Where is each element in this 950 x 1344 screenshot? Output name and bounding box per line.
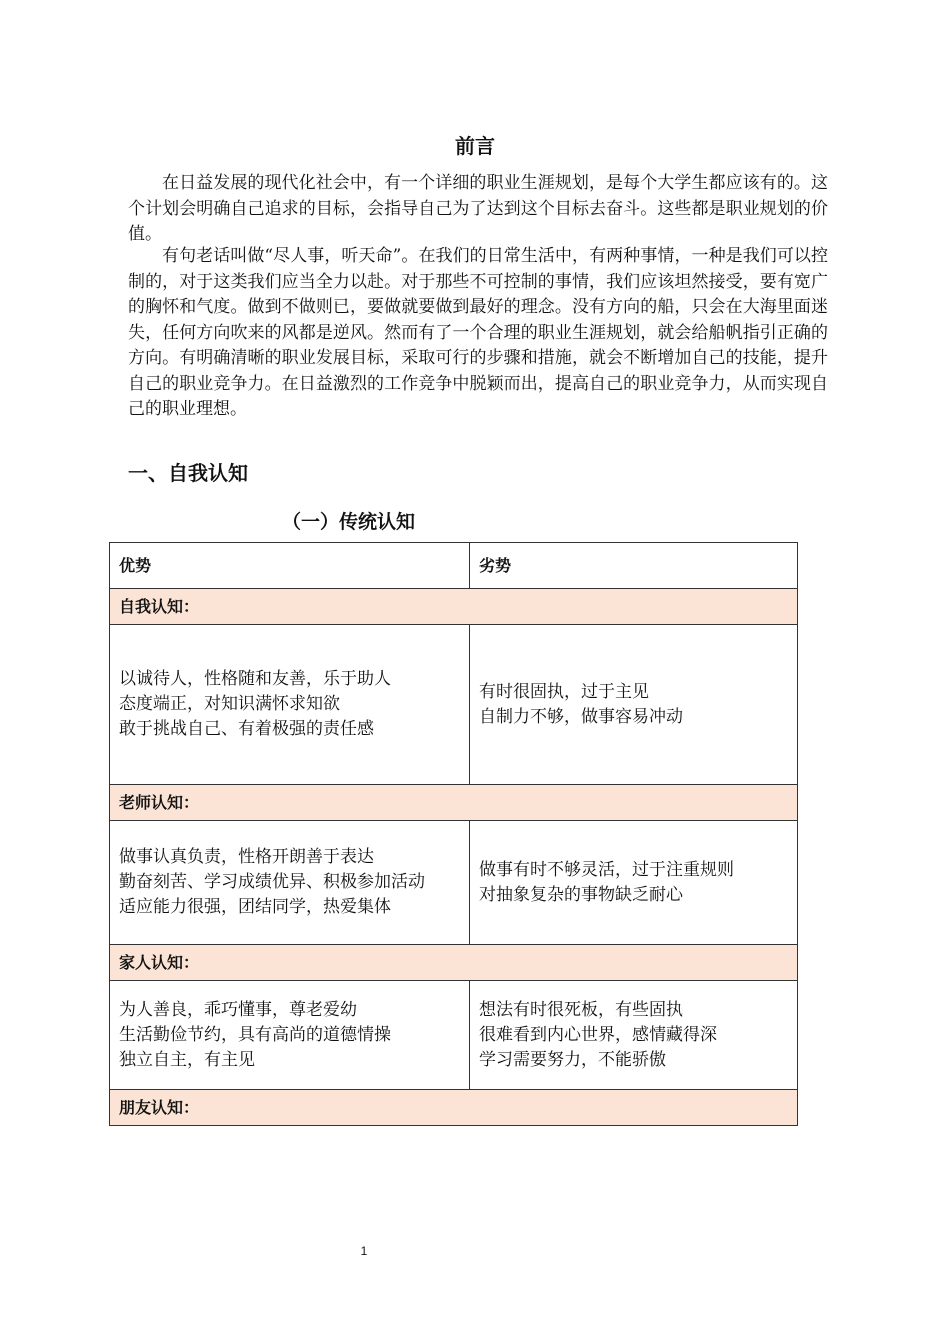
weakness-item: 很难看到内心世界，感情藏得深 — [479, 1024, 717, 1045]
strength-item: 敢于挑战自己、有着极强的责任感 — [119, 719, 374, 739]
intro-paragraph-2: 有句老话叫做“尽人事，听天命”。在我们的日常生活中，有两种事情，一种是我们可以控制的，对于这类我们应当全力以赴。对于那些不可控制的事情，我们应该坦然接受，要有宽广的胸怀和气度。做到不做则已，要做就要做到最好的理念。没有方向的船，只会在大海里面迷失，任何方向吹来的风都是逆风。然而有了一个合理的职业生涯规划，就会给船帆指引正确的方向。有明确清晰的职业发展目标，采取可行的步骤和措施，就会不断增加自己的技能，提升自己的职业竞争力。在日益激烈的工作竞争中脱颖而出，提高自己的职业竞争力，从而实现自己的职业理想。 — [128, 246, 828, 419]
strengths-cell — [110, 821, 470, 945]
strength-item: 适应能力很强，团结同学，热爱集体 — [119, 897, 391, 917]
section-row-family — [110, 945, 798, 981]
strengths-cell — [110, 981, 470, 1090]
weakness-item: 自制力不够，做事容易冲动 — [479, 706, 683, 727]
table-row-teacher — [110, 821, 798, 945]
strength-item: 做事认真负责，性格开朗善于表达 — [119, 847, 374, 867]
section-label-friends: 朋友认知： — [110, 1090, 798, 1126]
weakness-item: 做事有时不够灵活，过于注重规则 — [479, 859, 734, 880]
self-assessment-table — [109, 542, 798, 1126]
page-title: 前言 — [455, 134, 495, 158]
header-weaknesses: 劣势 — [470, 543, 798, 589]
strengths-cell — [110, 625, 470, 785]
section-label-teacher: 老师认知： — [110, 785, 798, 821]
table-header-row — [110, 543, 798, 589]
intro-paragraph-1: 在日益发展的现代化社会中，有一个详细的职业生涯规划，是每个大学生都应该有的。这个计划会明确自己追求的目标，会指导自己为了达到这个目标去奋斗。这些都是职业规划的价值。 — [128, 173, 828, 244]
section-row-self — [110, 589, 798, 625]
table-row-self — [110, 625, 798, 785]
weakness-item: 对抽象复杂的事物缺乏耐心 — [479, 884, 683, 905]
weakness-item: 学习需要努力，不能骄傲 — [479, 1049, 666, 1070]
subsection-heading: （一）传统认知 — [282, 511, 416, 533]
weakness-item: 有时很固执，过于主见 — [479, 681, 649, 702]
table-row-family — [110, 981, 798, 1090]
page-number: 1 — [360, 1244, 368, 1258]
strength-item: 态度端正，对知识满怀求知欲 — [119, 694, 340, 714]
strength-item: 独立自主，有主见 — [119, 1049, 255, 1070]
section-row-friends — [110, 1090, 798, 1126]
strength-item: 以诚待人，性格随和友善，乐于助人 — [119, 669, 391, 689]
header-strengths: 优势 — [110, 543, 470, 589]
weakness-item: 想法有时很死板，有些固执 — [479, 999, 683, 1020]
section-row-teacher — [110, 785, 798, 821]
section-heading: 一、自我认知 — [128, 461, 248, 485]
weaknesses-cell — [470, 625, 798, 785]
weaknesses-cell — [470, 821, 798, 945]
strength-item: 生活勤俭节约，具有高尚的道德情操 — [119, 1024, 391, 1045]
weaknesses-cell — [470, 981, 798, 1090]
section-label-self: 自我认知： — [110, 589, 798, 625]
strength-item: 勤奋刻苦、学习成绩优异、积极参加活动 — [119, 872, 425, 892]
strength-item: 为人善良，乖巧懂事，尊老爱幼 — [119, 999, 357, 1020]
section-label-family: 家人认知： — [110, 945, 798, 981]
